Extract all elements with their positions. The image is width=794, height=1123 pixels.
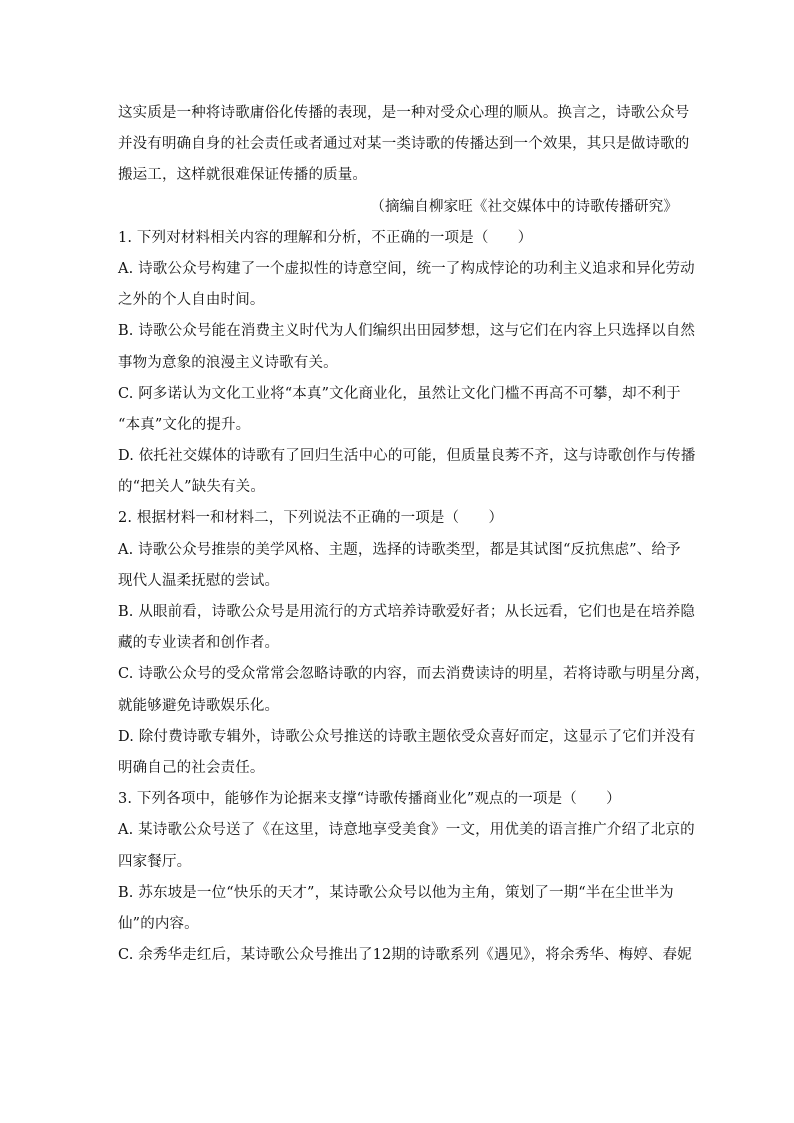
q3-option-b-cont: 仙”的内容。 xyxy=(118,915,199,932)
q2-option-c: C. 诗歌公众号的受众常常会忽略诗歌的内容，而去消费读诗的明星，若将诗歌与明星分离， xyxy=(118,666,710,683)
question-2-stem: 2. 根据材料一和材料二，下列说法不正确的一项是（ ） xyxy=(118,510,504,527)
q3-option-b: B. 苏东坡是一位“快乐的天才”，某诗歌公众号以他为主角，策划了一期“半在尘世半为 xyxy=(118,884,674,901)
q1-option-c: C. 阿多诺认为文化工业将“本真”文化商业化，虽然让文化门槛不再高不可攀，却不利于 xyxy=(118,385,681,402)
q2-option-c-cont: 就能够避免诗歌娱乐化。 xyxy=(118,697,280,714)
q3-option-a: A. 某诗歌公众号送了《在这里，诗意地享受美食》一文，用优美的语言推广介绍了北京的 xyxy=(118,822,695,839)
q2-option-d-cont: 明确自己的社会责任。 xyxy=(118,759,265,776)
q2-option-b-cont: 藏的专业读者和创作者。 xyxy=(118,635,280,652)
q1-option-c-cont: “本真”文化的提升。 xyxy=(118,416,251,433)
q1-option-a: A. 诗歌公众号构建了一个虚拟性的诗意空间，统一了构成悖论的功利主义追求和异化劳动 xyxy=(118,260,695,277)
q1-option-b-cont: 事物为意象的浪漫主义诗歌有关。 xyxy=(118,354,338,371)
intro-line: 并没有明确自身的社会责任或者通过对某一类诗歌的传播达到一个效果，其只是做诗歌的 xyxy=(118,136,690,153)
source-citation: （摘编自柳家旺《社交媒体中的诗歌传播研究》 xyxy=(370,198,678,215)
intro-line: 搬运工，这样就很难保证传播的质量。 xyxy=(118,167,368,184)
q1-option-d: D. 依托社交媒体的诗歌有了回归生活中心的可能，但质量良莠不齐，这与诗歌创作与传播 xyxy=(118,448,696,465)
q3-option-a-cont: 四家餐厅。 xyxy=(118,853,192,870)
q1-option-a-cont: 之外的个人自由时间。 xyxy=(118,292,265,309)
q2-option-a: A. 诗歌公众号推崇的美学风格、主题，选择的诗歌类型，都是其试图“反抗焦虑”、给予 xyxy=(118,541,681,558)
question-3-stem: 3. 下列各项中，能够作为论据来支撑“诗歌传播商业化”观点的一项是（ ） xyxy=(118,791,621,808)
intro-line: 这实质是一种将诗歌庸俗化传播的表现，是一种对受众心理的顺从。换言之，诗歌公众号 xyxy=(118,105,690,121)
document-body xyxy=(118,98,710,971)
q2-option-b: B. 从眼前看，诗歌公众号是用流行的方式培养诗歌爱好者；从长远看，它们也是在培养隐 xyxy=(118,604,696,620)
q2-option-a-cont: 现代人温柔抚慰的尝试。 xyxy=(118,572,280,589)
q2-option-d: D. 除付费诗歌专辑外，诗歌公众号推送的诗歌主题依受众喜好而定，这显示了它们并没有 xyxy=(118,728,696,745)
q1-option-d-cont: 的“把关人”缺失有关。 xyxy=(118,479,265,496)
q3-option-c: C. 余秀华走红后，某诗歌公众号推出了12期的诗歌系列《遇见》，将余秀华、梅婷、春妮 xyxy=(118,947,692,964)
question-1-stem: 1. 下列对材料相关内容的理解和分析，不正确的一项是（ ） xyxy=(118,229,533,246)
q1-option-b: B. 诗歌公众号能在消费主义时代为人们编织出田园梦想，这与它们在内容上只选择以自然 xyxy=(118,323,696,340)
